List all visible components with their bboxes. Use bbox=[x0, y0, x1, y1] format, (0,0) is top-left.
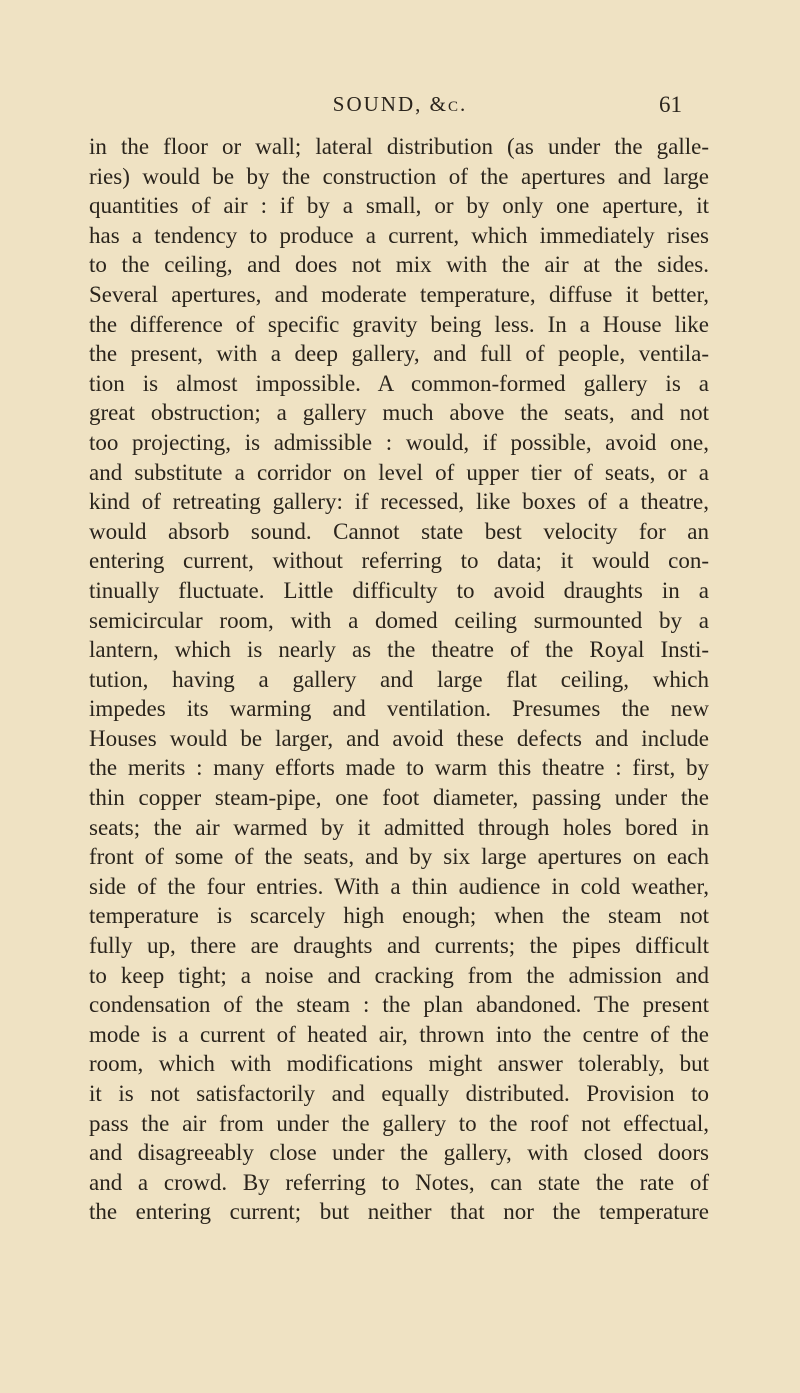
text-line: it is not satisfactorily and equally distributed. Provision to bbox=[89, 1081, 709, 1106]
text-line: condensation of the steam : the plan abandoned. The present bbox=[89, 992, 709, 1018]
text-line: and substitute a corridor on level of upper tier of seats, or a bbox=[89, 459, 709, 485]
page-number: 61 bbox=[659, 92, 682, 117]
body-text bbox=[89, 132, 709, 1227]
text-line: kind of retreating gallery: if recessed, like boxes of a theatre, bbox=[89, 489, 709, 515]
text-line: ries) would be by the construction of the apertures and large bbox=[89, 163, 709, 189]
text-line: room, which with modifications might answer tolerably, but bbox=[89, 1051, 709, 1077]
text-line: to the ceiling, and does not mix with the air at the sides. bbox=[89, 252, 709, 278]
text-line: has a tendency to produce a current, which immediately rises bbox=[89, 222, 709, 248]
text-line: thin copper steam-pipe, one foot diameter, passing under the bbox=[89, 785, 709, 811]
text-line: Houses would be larger, and avoid these defects and include bbox=[89, 725, 709, 751]
text-line: and a crowd. By referring to Notes, can state the rate of bbox=[89, 1169, 709, 1195]
text-line: lantern, which is nearly as the theatre of the Royal Insti- bbox=[89, 637, 709, 663]
text-line: seats; the air warmed by it admitted through holes bored in bbox=[89, 814, 709, 840]
text-line: tion is almost impossible. A common-formed gallery is a bbox=[89, 370, 709, 396]
text-line: entering current, without referring to data; it would con- bbox=[89, 548, 709, 574]
text-line: in the floor or wall; lateral distribution (as under the galle- bbox=[89, 134, 709, 159]
text-line: Several apertures, and moderate temperature, diffuse it better, bbox=[89, 281, 709, 307]
text-line: the difference of specific gravity being less. In a House like bbox=[89, 311, 709, 337]
text-line: front of some of the seats, and by six large apertures on each bbox=[89, 844, 709, 870]
text-line: tution, having a gallery and large flat ceiling, which bbox=[89, 666, 709, 692]
text-line: mode is a current of heated air, thrown into the centre of the bbox=[89, 1021, 709, 1047]
text-line: to keep tight; a noise and cracking from the admission and bbox=[89, 962, 709, 988]
text-line: tinually fluctuate. Little difficulty to avoid draughts in a bbox=[89, 577, 709, 603]
text-line: side of the four entries. With a thin audience in cold weather, bbox=[89, 873, 709, 899]
text-line: and disagreeably close under the gallery, with closed doors bbox=[89, 1140, 709, 1166]
text-line: semicircular room, with a domed ceiling surmounted by a bbox=[89, 607, 709, 633]
text-line: would absorb sound. Cannot state best velocity for an bbox=[89, 518, 709, 544]
text-line: impedes its warming and ventilation. Presumes the new bbox=[89, 696, 709, 722]
text-line: the entering current; but neither that nor the temperature bbox=[89, 1199, 709, 1225]
text-line: fully up, there are draughts and currents; the pipes difficult bbox=[89, 933, 709, 959]
text-line: temperature is scarcely high enough; when the steam not bbox=[89, 903, 709, 929]
running-head: SOUND, &c. bbox=[332, 92, 468, 116]
text-line: quantities of air : if by a small, or by only one aperture, it bbox=[89, 193, 709, 219]
text-line: great obstruction; a gallery much above the seats, and not bbox=[89, 400, 709, 426]
text-line: too projecting, is admissible : would, if possible, avoid one, bbox=[89, 429, 709, 455]
text-line: pass the air from under the gallery to the roof not effectual, bbox=[89, 1110, 709, 1136]
text-line: the present, with a deep gallery, and full of people, ventila- bbox=[89, 341, 709, 367]
page-header bbox=[0, 92, 800, 120]
text-line: the merits : many efforts made to warm this theatre : first, by bbox=[89, 755, 709, 781]
